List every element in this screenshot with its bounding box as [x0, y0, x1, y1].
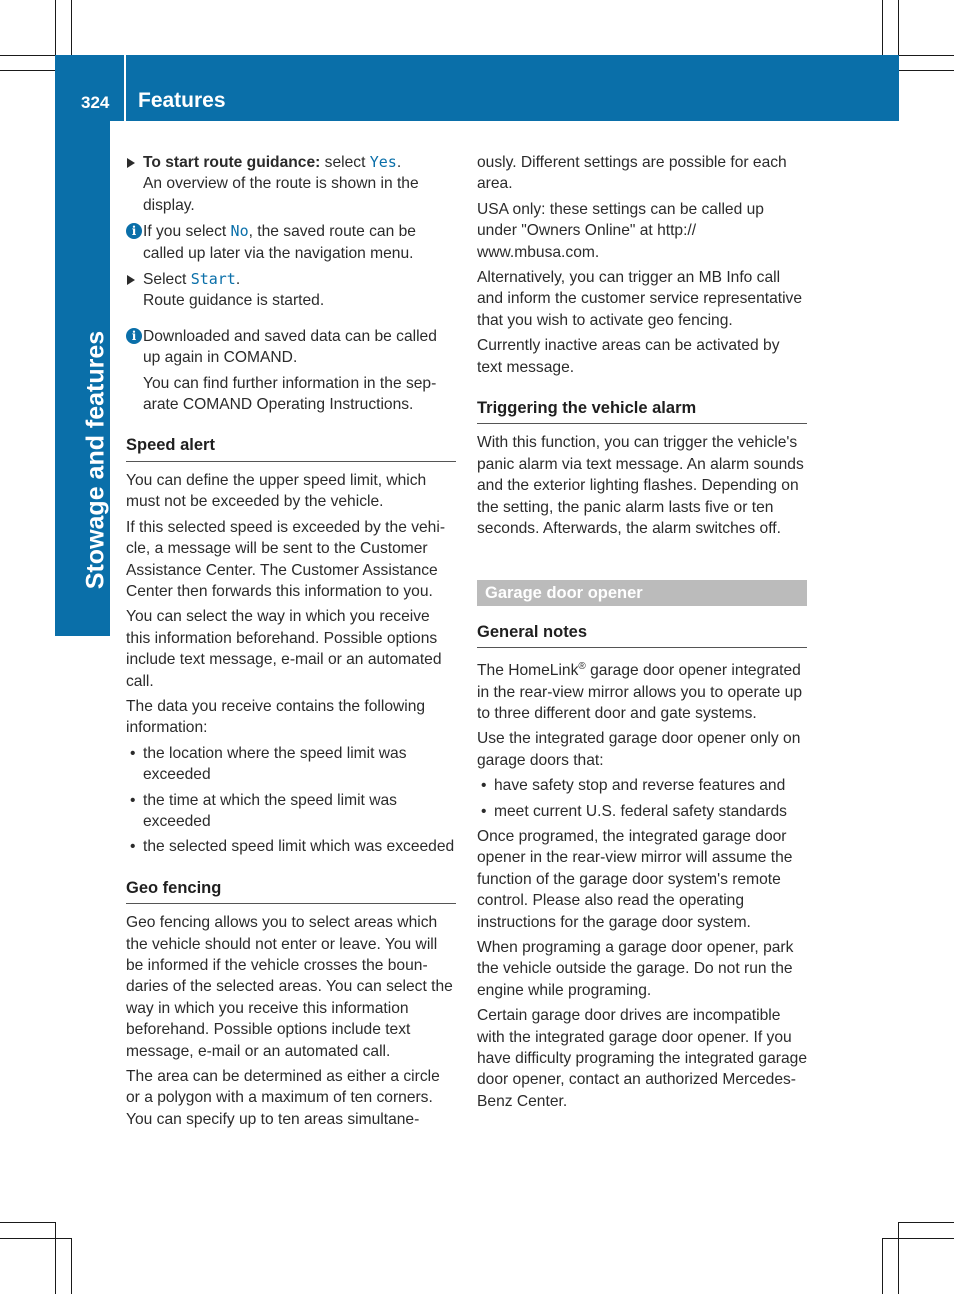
left-column: [126, 152, 456, 1134]
paragraph: Alternatively, you can trigger an MB Info call and inform the customer service representative that you wish to activate geo fencing.: [477, 269, 803, 329]
text: The HomeLink: [477, 662, 579, 680]
info-text: If you select: [143, 223, 231, 241]
list-item-text: the location where the speed limit was exceeded: [143, 744, 407, 784]
paragraph: When programing a garage door opener, park the vehicle outside the garage. Do not run the engine while programing.: [477, 938, 794, 999]
paragraph: You can select the way in which you receive this information beforehand. Possible options include text message, e-mail or an automated call.: [126, 608, 442, 690]
step-arrow-icon: [127, 158, 135, 168]
sidebar-chapter-label: Stowage and features: [81, 330, 110, 590]
crop-mark: [898, 0, 899, 55]
list-item-text: the time at which the speed limit was exceeded: [143, 791, 397, 830]
info-text: , the saved route can be called up later via the navigation menu.: [143, 223, 416, 262]
info-icon: i: [126, 328, 142, 344]
list-item-text: meet current U.S. federal safety standards: [494, 802, 787, 820]
info-text: Downloaded and saved data can be called up again in COMAND.: [143, 327, 437, 367]
crop-mark: [882, 0, 883, 55]
display-code-yes: Yes: [369, 153, 397, 171]
paragraph: Geo fencing allows you to select areas which the vehicle should not enter or leave. You will be informed if the vehicle crosses the boundaries of the selected areas. You can select the way in which you receive this information beforehand. Possible options include text message, e-mail or an automated call.: [126, 914, 453, 1060]
crop-mark: [0, 70, 55, 71]
heading-geo-fencing: Geo fencing: [126, 878, 456, 904]
paragraph: ously. Different settings are possible for each area.: [477, 154, 787, 193]
registered-mark: ®: [578, 660, 586, 672]
info-note: [126, 221, 456, 264]
list-item-text: have safety stop and reverse features and: [494, 777, 786, 795]
step-result: An overview of the route is shown in the display.: [143, 175, 419, 214]
bullet-icon: •: [481, 802, 487, 820]
step-text: Select: [143, 271, 191, 289]
info-note: [126, 326, 456, 416]
paragraph: [477, 656, 807, 724]
paragraph: Certain garage door drives are incompatible with the integrated garage door opener. If you have difficulty programing the integrated garage door opener, contact an authorized Mercedes-Benz Center.: [477, 1007, 807, 1110]
list-item: [477, 775, 807, 796]
paragraph: The data you receive contains the following information:: [126, 697, 426, 737]
list-item: [126, 743, 456, 786]
crop-mark: [899, 70, 954, 71]
crop-mark: [898, 1222, 899, 1294]
step-end: .: [396, 154, 402, 171]
paragraph: Use the integrated garage door opener only on garage doors that:: [477, 730, 801, 769]
instruction-step: [126, 269, 456, 312]
section-title: Features: [138, 89, 226, 112]
crop-mark: [899, 1222, 954, 1223]
bullet-icon: •: [481, 777, 487, 795]
heading-general-notes: General notes: [477, 622, 807, 648]
info-text: You can find further information in the separate COMAND Operating Instructions.: [143, 374, 437, 414]
paragraph: You can define the upper speed limit, which must not be exceeded by the vehicle.: [126, 471, 427, 511]
instruction-step: [126, 152, 456, 216]
list-item: [126, 790, 456, 833]
list-item: [126, 836, 456, 857]
crop-mark: [55, 1222, 56, 1294]
info-icon: i: [126, 223, 142, 239]
display-code-start: Start: [190, 270, 236, 289]
crop-mark: [899, 55, 954, 56]
right-column: [477, 152, 807, 1116]
step-result: Route guidance is started.: [143, 292, 325, 310]
header-divider: [124, 55, 126, 121]
crop-mark: [0, 1222, 55, 1223]
list-item: [477, 801, 807, 822]
bullet-icon: •: [130, 791, 136, 809]
page-number: 324: [81, 93, 110, 112]
crop-mark: [71, 0, 72, 55]
paragraph: Currently inactive areas can be activated by text message.: [477, 337, 780, 376]
page-header: [55, 55, 899, 121]
paragraph: USA only: these settings can be called up under "Owners Online" at http:// www.mbusa.com.: [477, 200, 764, 261]
text: garage door opener integrated in the rear-view mirror allows you to operate up to three different door and gate systems.: [477, 662, 803, 722]
crop-mark: [71, 1238, 72, 1294]
crop-mark: [882, 1238, 954, 1239]
section-bar-garage-door: Garage door opener: [477, 580, 807, 606]
crop-mark: [0, 55, 55, 56]
step-text: select: [320, 154, 370, 171]
step-bold: To start route guidance:: [143, 154, 321, 171]
display-code-no: No: [230, 222, 249, 241]
paragraph: Once programed, the integrated garage door opener in the rear-view mirror will assume the function of the garage door system's remote control. Please also read the operating instructions for the garage door system.: [477, 827, 793, 931]
crop-mark: [882, 1238, 883, 1294]
bullet-icon: •: [130, 744, 136, 762]
paragraph: If this selected speed is exceeded by the vehicle, a message will be sent to the Customer Assistance Center. The Customer Assistance Center then forwards this information to you.: [126, 518, 446, 600]
crop-mark: [55, 0, 56, 55]
crop-mark: [0, 1238, 71, 1239]
step-arrow-icon: [127, 275, 135, 285]
step-end: .: [235, 271, 241, 289]
paragraph: The area can be determined as either a circle or a polygon with a maximum of ten corners. You can specify up to ten areas simultane-: [126, 1068, 440, 1128]
list-item-text: the selected speed limit which was exceeded: [143, 838, 455, 856]
heading-vehicle-alarm: Triggering the vehicle alarm: [477, 398, 807, 424]
bullet-icon: •: [130, 838, 136, 856]
paragraph: With this function, you can trigger the vehicle's panic alarm via text message. An alarm sounds and the exterior lighting flashes. Depending on the setting, the panic alarm lasts five or ten seconds. Afterwards, the alarm switches off.: [477, 434, 804, 538]
heading-speed-alert: Speed alert: [126, 435, 456, 461]
